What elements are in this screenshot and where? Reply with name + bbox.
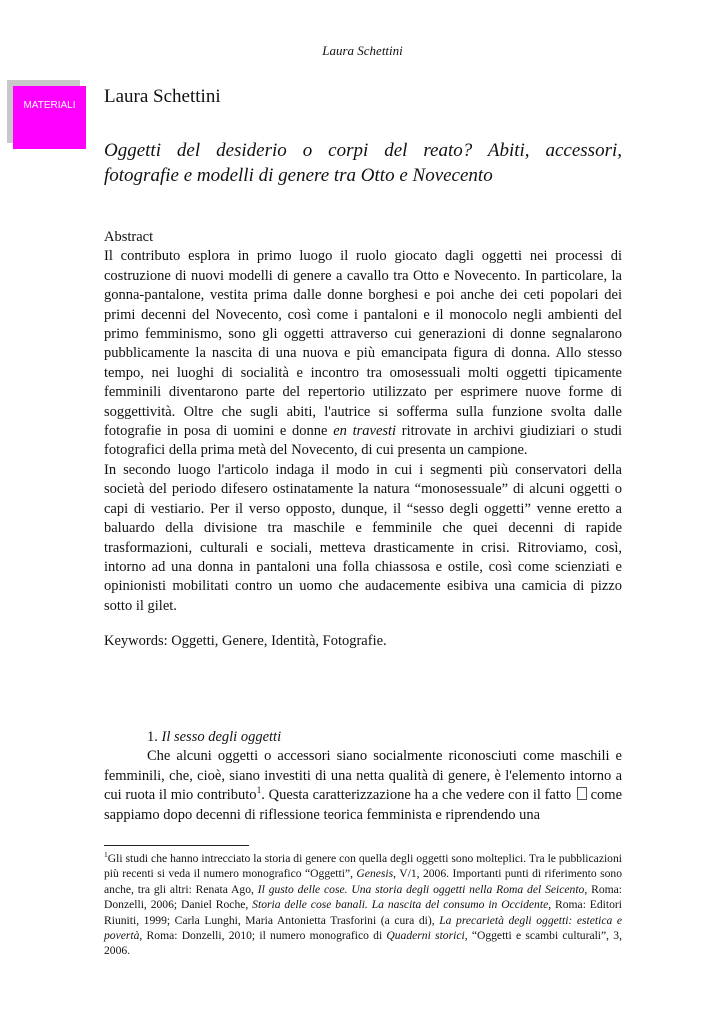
section-text: . Questa caratterizzazione ha a che vedere con il fatto — [261, 787, 575, 804]
footnote-reference[interactable]: 1 — [256, 786, 262, 797]
abstract-text: Il contributo esplora in primo luogo il ruolo giocato dagli oggetti nei processi di costruzione di nuovi modelli di genere a cavallo tra Otto e Novecento. In particolare, la gonna-pantalone, vestita prima dalle donne borghesi e poi anche dei ceti popolari dei primi decenni del Novecento, così come i pantaloni e il monocolo negli ambienti del primo femminismo, sono gli oggetti attraverso cui generazioni di donne segnalarono pubblicamente la nascita di una nuova e più emancipata figura di donna. Allo stesso tempo, nei luoghi di socialità e incontro tra omosessuali molti oggetti tipicamente femminili diventarono parte del repertorio utilizzato per esprimere nuove forme di soggettività. Oltre che sugli abiti, l'autrice si sofferma sulla funzione svolta dalle fotografie in posa di uomini e donne — [104, 248, 622, 440]
article-title — [104, 138, 622, 188]
abstract-paragraph-1 — [104, 247, 622, 460]
footnote-text: Gli studi che hanno intrecciato la storia di genere con quella degli oggetti sono molteplici. Tra le pubblicazioni più recenti si veda il numero monografico “Oggetti”, — [104, 852, 622, 881]
section-tag-label: MATERIALI — [23, 100, 76, 111]
footnote-mark: 1 — [104, 850, 108, 860]
article-title-line-2: fotografie e modelli di genere tra Otto e Novecento — [104, 165, 493, 186]
footnote-text: , “Oggetti e scambi culturali”, 3, 2006. — [104, 929, 622, 958]
section-number: 1. — [147, 729, 162, 745]
footnote-italic: Il gusto delle cose. Una storia degli oggetti nella Roma del Seicento — [257, 882, 585, 896]
section-tag — [13, 86, 86, 149]
keywords: Keywords: Oggetti, Genere, Identità, Fotografie. — [104, 633, 387, 649]
footnote-text: , V/1, 2006. Importanti punti di riferimento sono anche, tra gli altri: Renata Ago, — [104, 867, 623, 896]
footnote-text: , Roma: Donzelli, 2006; Daniel Roche, — [104, 882, 622, 912]
section-1 — [104, 728, 622, 825]
author-name: Laura Schettini — [104, 86, 221, 107]
footnote-italic: La precarietà degli oggetti: estetica e povertà — [104, 913, 622, 943]
section-title: Il sesso degli oggetti — [161, 729, 282, 745]
section-paragraph — [104, 747, 622, 825]
running-head: Laura Schettini — [322, 43, 403, 58]
footnote-1 — [104, 851, 622, 959]
article-title-line-1: Oggetti del desiderio o corpi del reato? Abiti, accessori, — [104, 140, 622, 161]
footnote-divider — [104, 845, 249, 846]
abstract-text: ritrovate in archivi giudiziari o studi fotografici della prima metà del Novecento, di cui presenta un campione. — [104, 423, 622, 459]
abstract-paragraph-2: In secondo luogo l'articolo indaga il modo in cui i segmenti più conservatori della società del periodo difesero ostinatamente la natura “monosessuale” di alcuni oggetti o capi di vestiario. Per il verso opposto, dunque, il “sesso degli oggetti” venne eretto a baluardo della divisione tra maschile e femminile che quei decenni di rapide trasformazioni, culturali e sociali, metteva drasticamente in crisi. Ritroviamo, così, intorno ad una donna in pantaloni una folla chiassosa e ostile, così come scienziati e opinionisti mobilitati contro un uomo che audacemente esibiva una camicia di pizzo sotto il gilet. — [104, 461, 622, 614]
abstract-heading: Abstract — [104, 229, 154, 245]
footnote-italic: Genesis — [356, 867, 394, 881]
footnote-text: , Roma: Donzelli, 2010; il numero monografico di — [139, 929, 387, 943]
section-heading — [104, 728, 622, 747]
abstract — [104, 228, 622, 616]
section-text: Che alcuni oggetti o accessori siano socialmente riconosciuti come maschili e femminili, che, cioè, siano investiti di una netta qualità di genere, è l'elemento intorno a cui ruota il mio contributo — [104, 748, 622, 804]
footnote-italic: Storia delle cose banali. La nascita del consumo in Occidente — [252, 898, 549, 912]
missing-glyph-icon — [577, 787, 587, 800]
footnote-text: , Roma: Editori Riuniti, 1999; Carla Lunghi, Maria Antonietta Trasforini (a cura di), — [104, 898, 623, 927]
abstract-italic-term: en travesti — [333, 423, 397, 440]
footnote-italic: Quaderni storici — [386, 929, 465, 943]
section-text: come sappiamo dopo decenni di riflessione teorica femminista e riprendendo una — [104, 787, 622, 823]
